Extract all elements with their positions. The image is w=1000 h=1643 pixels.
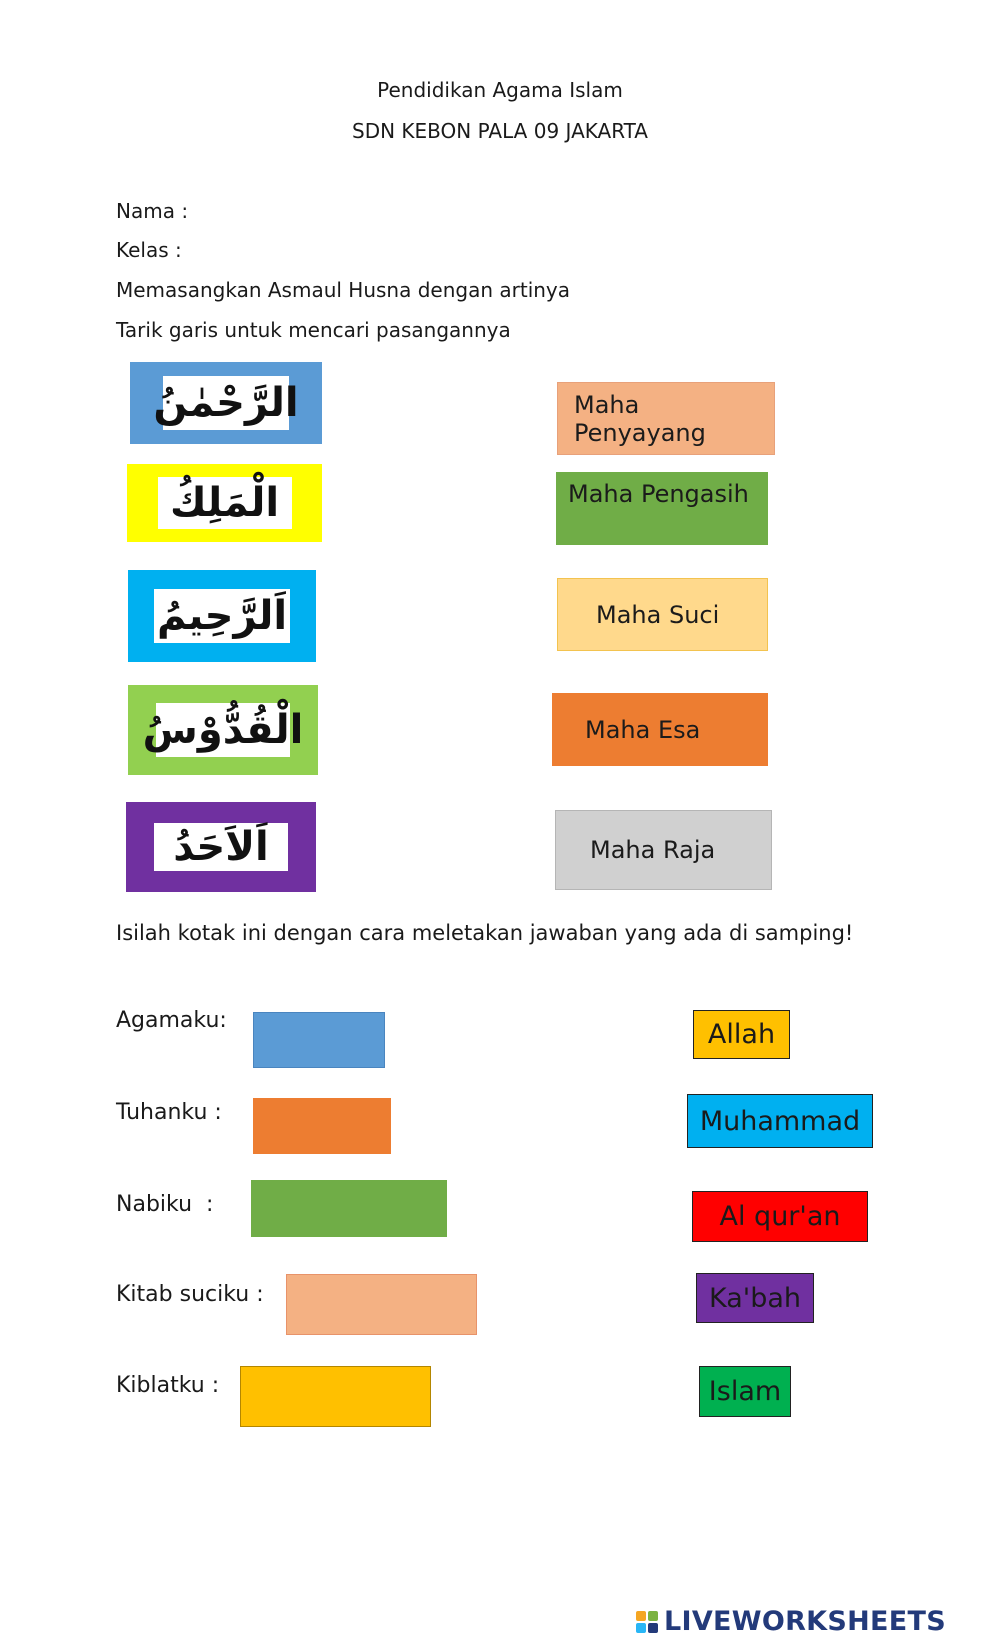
- meaning-label: Maha Raja: [590, 836, 716, 864]
- meaning-card[interactable]: [557, 382, 775, 455]
- liveworksheets-logo-icon: [636, 1611, 658, 1633]
- answer-label: Allah: [707, 1019, 776, 1050]
- school-title: SDN KEBON PALA 09 JAKARTA: [352, 119, 648, 143]
- liveworksheets-text: LIVEWORKSHEETS: [663, 1606, 946, 1637]
- answer-islam[interactable]: [699, 1366, 791, 1417]
- fill-label-tuhanku: Tuhanku :: [116, 1100, 222, 1125]
- arabic-text: اَلاَحَدُ: [154, 823, 288, 871]
- fill-label-agamaku: Agamaku:: [116, 1008, 227, 1033]
- answer-kabah[interactable]: [696, 1273, 814, 1323]
- meaning-label: Maha Penyayang: [574, 390, 706, 447]
- fill-label-kitab-suciku: Kitab suciku :: [116, 1282, 264, 1307]
- drop-box-kitab-suciku[interactable]: [286, 1274, 477, 1335]
- meaning-card[interactable]: [555, 810, 772, 890]
- subject-title: Pendidikan Agama Islam: [377, 78, 623, 102]
- meaning-label: Maha Pengasih: [568, 480, 749, 508]
- asmaul-husna-card[interactable]: [128, 685, 318, 775]
- asmaul-husna-card[interactable]: [126, 802, 316, 892]
- answer-label: Muhammad: [699, 1105, 861, 1137]
- hint-instruction: Tarik garis untuk mencari pasangannya: [116, 318, 511, 342]
- answer-label: Al qur'an: [719, 1201, 841, 1232]
- liveworksheets-brand[interactable]: [636, 1606, 946, 1637]
- asmaul-husna-card[interactable]: [127, 464, 322, 542]
- drop-box-nabiku[interactable]: [251, 1180, 447, 1237]
- asmaul-husna-card[interactable]: [130, 362, 322, 444]
- arabic-text: الْمَلِكُ: [158, 477, 292, 529]
- fill-instruction: Isilah kotak ini dengan cara meletakan jawaban yang ada di samping!: [116, 921, 854, 945]
- answer-label: Islam: [708, 1376, 782, 1407]
- class-label: Kelas :: [116, 238, 182, 262]
- arabic-text: الْقُدُّوْسُ: [156, 703, 290, 757]
- answer-allah[interactable]: [693, 1010, 790, 1059]
- task-instruction: Memasangkan Asmaul Husna dengan artinya: [116, 278, 571, 302]
- asmaul-husna-card[interactable]: [128, 570, 316, 662]
- fill-label-nabiku: Nabiku :: [116, 1192, 214, 1217]
- meaning-label: Maha Esa: [585, 715, 701, 744]
- answer-al-quran[interactable]: [692, 1191, 868, 1242]
- meaning-label: Maha Suci: [596, 600, 720, 629]
- arabic-text: الرَّحْمٰنُ: [163, 376, 289, 430]
- meaning-card[interactable]: [557, 578, 768, 651]
- drop-box-tuhanku[interactable]: [253, 1098, 391, 1154]
- name-label: Nama :: [116, 199, 189, 223]
- meaning-card[interactable]: [552, 693, 768, 766]
- fill-label-kiblatku: Kiblatku :: [116, 1373, 220, 1398]
- drop-box-agamaku[interactable]: [253, 1012, 385, 1068]
- arabic-text: اَلرَّحِيمُ: [154, 589, 290, 643]
- drop-box-kiblatku[interactable]: [240, 1366, 431, 1427]
- meaning-card[interactable]: [556, 472, 768, 545]
- answer-muhammad[interactable]: [687, 1094, 873, 1148]
- answer-label: Ka'bah: [709, 1282, 801, 1314]
